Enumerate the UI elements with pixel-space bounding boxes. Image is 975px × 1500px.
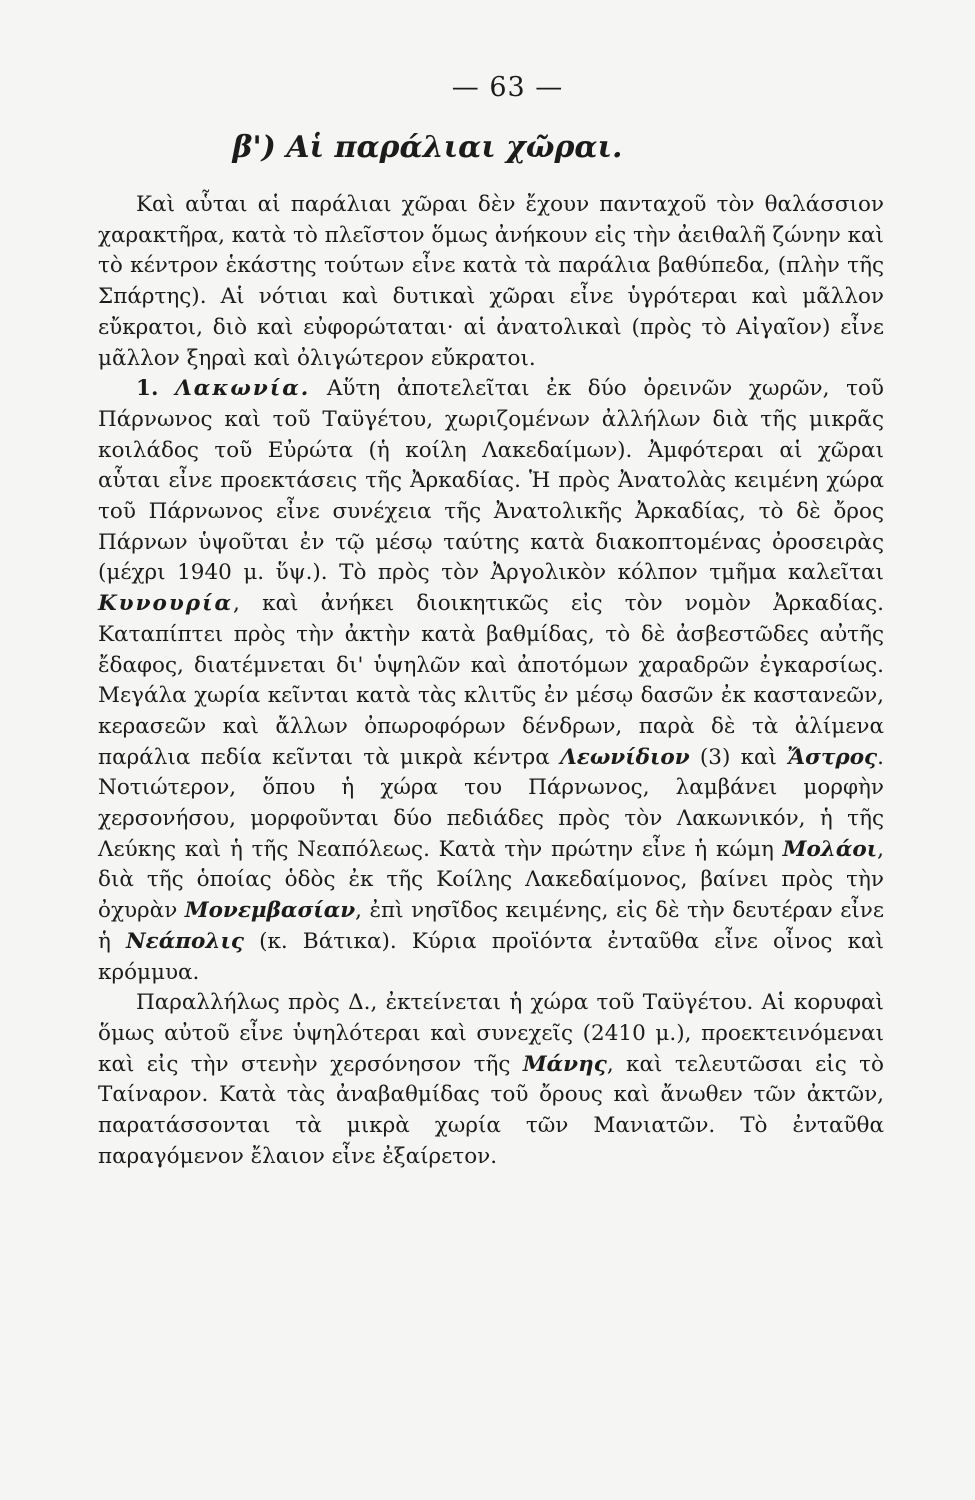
section-heading: β') Αἱ παράλιαι χῶραι. bbox=[232, 130, 623, 165]
term-monemvasia: Μονεμβασίαν bbox=[184, 898, 356, 924]
paragraph-lakonia bbox=[98, 374, 884, 988]
body-text bbox=[98, 190, 884, 1173]
text-run: (3) καὶ bbox=[689, 744, 788, 770]
paragraph-intro: Καὶ αὗται αἱ παράλιαι χῶραι δὲν ἔχουν πανταχοῦ τὸν θαλάσσιον χαρακτῆρα, κατὰ τὸ πλεῖστον ὅμως ἀνήκουν εἰς τὴν ἀειθαλῆ ζώνην καὶ τὸ κέντρον ἑκάστης τούτων εἶνε κατὰ τὰ παράλια βαθύπεδα, (πλὴν τῆς Σπάρτης). Αἱ νότιαι καὶ δυτικαὶ χῶραι εἶνε ὑγρότεραι καὶ μᾶλλον εὔκρατοι, διὸ καὶ εὐφορώταται· αἱ ἀνατολικαὶ (πρὸς τὸ Αἰγαῖον) εἶνε μᾶλλον ξηραὶ καὶ ὀλιγώτερον εὔκρατοι. bbox=[98, 192, 884, 371]
paragraph-taygetos bbox=[98, 988, 884, 1172]
text-run: Αὕτη ἀποτελεῖται ἐκ δύο ὀρεινῶν χωρῶν, τοῦ Πάρνωνος καὶ τοῦ Ταϋγέτου, χωριζομένων ἀλλήλων διὰ τῆς μικρᾶς κοιλάδος τοῦ Εὐρώτα (ἡ κοίλη Λακεδαίμων). Ἀμφότεραι αἱ χῶραι αὗται εἶνε προεκτάσεις τῆς Ἀρκαδίας. Ἡ πρὸς Ἀνατολὰς κειμένη χώρα τοῦ Πάρνωνος εἶνε συνέχεια τῆς Ἀνατολικῆς Ἀρκαδίας, τὸ δὲ ὄρος Πάρνων ὑψοῦται ἐν τῷ μέσῳ ταύτης κατὰ διακοπτομένας ὀροσειρὰς (μέχρι 1940 μ. ὕψ.). Τὸ πρὸς τὸν Ἀργολικὸν κόλπον τμῆμα καλεῖται bbox=[98, 376, 884, 586]
term-lakonia: Λακωνία. bbox=[175, 376, 311, 402]
text-run: , καὶ ἀνήκει διοικητικῶς εἰς τὸν νομὸν Ἀρκαδίας. Καταπίπτει πρὸς τὴν ἀκτὴν κατὰ βαθμίδας, τὸ δὲ ἀσβεστῶδες αὐτῆς ἔδαφος, διατέμνεται δι' ὑψηλῶν καὶ ἀποτόμων χαραδρῶν ἐγκαρσίως. Μεγάλα χωρία κεῖνται κατὰ τὰς κλιτῦς ἐν μέσῳ δασῶν ἐκ καστανεῶν, κερασεῶν καὶ ἄλλων ὀπωροφόρων δένδρων, παρὰ δὲ τὰ ἀλίμενα παράλια πεδία κεῖνται τὰ μικρὰ κέντρα bbox=[98, 591, 884, 770]
text-run: , διὰ τῆς ὁποίας ὁδὸς ἐκ τῆς Κοίλης Λακεδαίμονος, βαίνει πρὸς τὴν ὀχυρὰν bbox=[98, 836, 884, 924]
text-run: (κ. Βάτικα). Κύρια προϊόντα ἐνταῦθα εἶνε οἶνος καὶ κρόμμυα. bbox=[98, 928, 885, 985]
item-number: 1. bbox=[136, 376, 159, 402]
text-run: , ἐπὶ νησῖδος κειμένης, εἰς δὲ τὴν δευτέραν εἶνε ἡ bbox=[98, 898, 885, 954]
term-mani: Μάνης bbox=[522, 1051, 607, 1077]
term-leonidion: Λεωνίδιον bbox=[560, 744, 690, 770]
text-run: Παραλλήλως πρὸς Δ., ἐκτείνεται ἡ χώρα τοῦ Ταϋγέτου. Αἱ κορυφαὶ ὅμως αὐτοῦ εἶνε ὑψηλότεραι καὶ συνεχεῖς (2410 μ.), προεκτεινόμεναι καὶ εἰς τὴν στενὴν χερσόνησον τῆς bbox=[98, 990, 884, 1077]
page-number: — 63 — bbox=[451, 72, 564, 103]
text-run: . Νοτιώτερον, ὅπου ἡ χώρα του Πάρνωνος, λαμβάνει μορφὴν χερσονήσου, μορφοῦνται δύο πεδιάδες πρὸς τὸν Λακωνικόν, ἡ τῆς Λεύκης καὶ ἡ τῆς Νεαπόλεως. Κατὰ τὴν πρώτην εἶνε ἡ κώμη bbox=[98, 744, 884, 862]
text-run: , καὶ τελευτῶσαι εἰς τὸ Ταίναρον. Κατὰ τὰς ἀναβαθμίδας τοῦ ὄρους καὶ ἄνωθεν τῶν ἀκτῶν, παρατάσσονται τὰ μικρὰ χωρία τῶν Μανιατῶν. Τὸ ἐνταῦθα παραγόμενον ἔλαιον εἶνε ἐξαίρετον. bbox=[98, 1051, 884, 1169]
term-kynouria: Κυνουρία bbox=[98, 591, 234, 617]
term-astros: Ἄστρος bbox=[787, 744, 878, 770]
term-molaoi: Μολάοι bbox=[782, 836, 878, 862]
term-neapolis: Νεάπολις bbox=[126, 928, 244, 954]
